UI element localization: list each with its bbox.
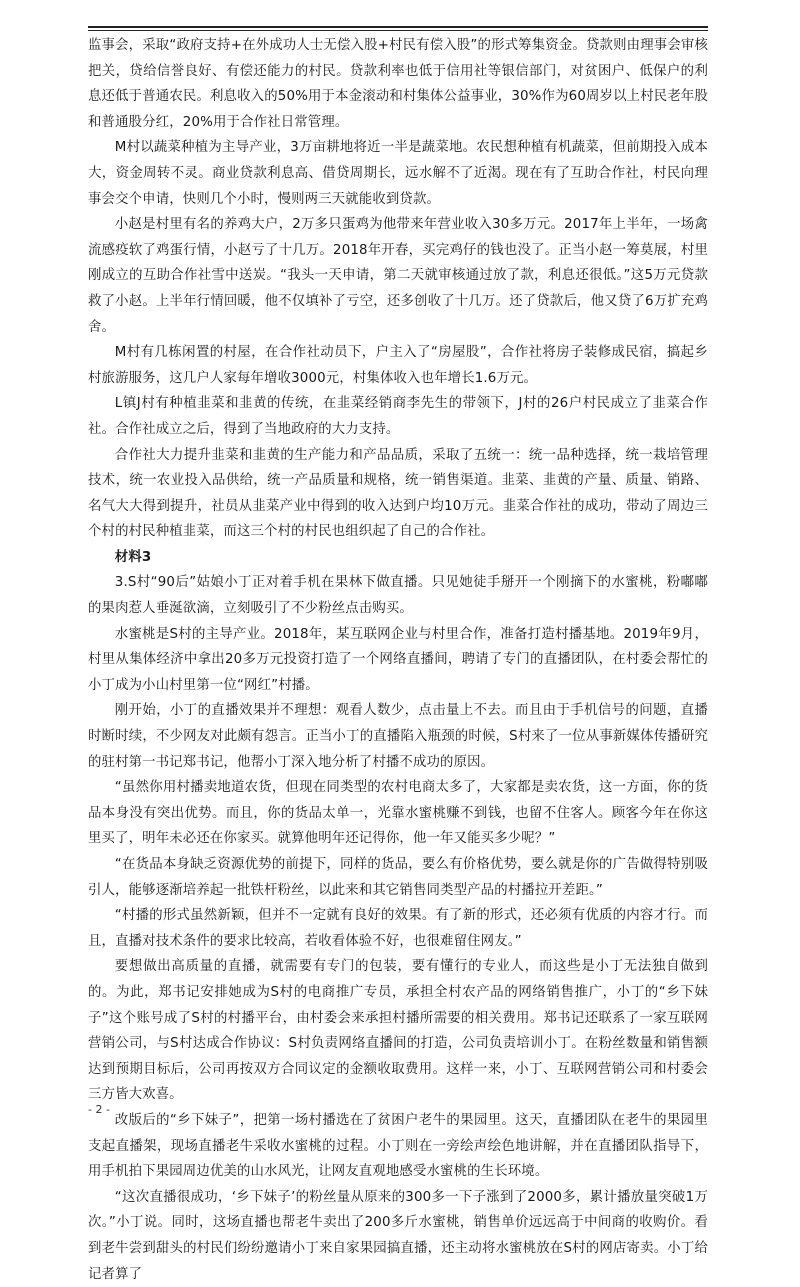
paragraph: L镇J村有种植韭菜和韭黄的传统，在韭菜经销商李先生的带领下，J村的26户村民成立了韭菜合作社。合作社成立之后，得到了当地政府的大力支持。 <box>88 396 708 437</box>
paragraph: M村以蔬菜种植为主导产业，3万亩耕地将近一半是蔬菜地。农民想种植有机蔬菜，但前期投入成本大，资金周转不灵。商业贷款利息高、借贷周期长，远水解不了近渴。现在有了互助合作社，村民向理事会交个申请，快则几个小时，慢则两三天就能收到贷款。 <box>88 140 708 207</box>
paragraph: 改版后的“乡下妹子”，把第一场村播选在了贫困户老牛的果园里。这天，直播团队在老牛的果园里支起直播架，现场直播老牛采收水蜜桃的过程。小丁则在一旁绘声绘色地讲解，并在直播团队指导下，用手机拍下果园周边优美的山水风光，让网友直观地感受水蜜桃的生长环境。 <box>88 1112 708 1180</box>
paragraph: 小赵是村里有名的养鸡大户，2万多只蛋鸡为他带来年营业收入30多万元。2017年上半年，一场禽流感疫软了鸡蛋行情，小赵亏了十几万。2018年开春，买完鸡仔的钱也没了。正当小赵一筹莫展，村里刚成立的互助合作社雪中送炭。“我头一天申请，第二天就审核通过放了款，利息还很低。”这5万元贷款救了小赵。上半年行情回暖，他不仅填补了亏空，还多创收了十几万。还了贷款后，他又贷了6万扩充鸡舍。 <box>88 217 708 335</box>
paragraph: 合作社大力提升韭菜和韭黄的生产能力和产品品质，采取了五统一：统一品种选择，统一栽培管理技术，统一农业投入品供给，统一产品质量和规格，统一销售渠道。韭菜、韭黄的产量、质量、销路、名气大大得到提升，社员从韭菜产业中得到的收入达到户均10万元。韭菜合作社的成功，带动了周边三个村的村民种植韭菜，而这三个村的村民也组织起了自己的合作社。 <box>88 447 708 540</box>
paragraph: 水蜜桃是S村的主导产业。2018年，某互联网企业与村里合作，准备打造村播基地。2019年9月，村里从集体经济中拿出20多万元投资打造了一个网络直播间，聘请了专门的直播团队，在村委会帮忙的小丁成为小山村里第一位“网红”村播。 <box>88 626 708 693</box>
paragraph: 监事会，采取“政府支持+在外成功人士无偿入股+村民有偿入股”的形式筹集资金。贷款则由理事会审核把关，贷给信誉良好、有偿还能力的村民。贷款利率也低于信用社等银信部门，对贫困户、低保户的利息还低于普通农民。利息收入的50%用于本金滚动和村集体公益事业，30%作为60周岁以上村民老年股和普通股分红，20%用于合作社日常管理。 <box>88 38 708 130</box>
paragraph: 刚开始，小丁的直播效果并不理想：观看人数少，点击量上不去。而且由于手机信号的问题，直播时断时续，不少网友对此颇有怨言。正当小丁的直播陷入瓶颈的时候，S村来了一位从事新媒体传播研究的驻村第一书记郑书记，他帮小丁深入地分析了村播不成功的原因。 <box>88 703 708 770</box>
page-number: - 2 - <box>88 1103 110 1116</box>
section-heading: 材料3 <box>114 549 152 565</box>
document-body <box>88 33 708 1287</box>
paragraph: M村有几栋闲置的村屋，在合作社动员下，户主入了“房屋股”，合作社将房子装修成民宿，搞起乡村旅游服务，这几户人家每年增收3000元，村集体收入也年增长1.6万元。 <box>88 345 708 386</box>
paragraph: “这次直播很成功，‘乡下妹子’的粉丝量从原来的300多一下子涨到了2000多，累计播放量突破1万次。”小丁说。同时，这场直播也帮老牛卖出了200多斤水蜜桃，销售单价远远高于中间商的收购价。看到老牛尝到甜头的村民们纷纷邀请小丁来自家果园搞直播，还主动将水蜜桃放在S村的网店寄卖。小丁给记者算了 <box>88 1189 708 1282</box>
paragraph: “在货品本身缺乏资源优势的前提下，同样的货品，要么有价格优势，要么就是你的广告做得特别吸引人，能够逐渐培养起一批铁杆粉丝，以此来和其它销售同类型产品的村播拉开差距。” <box>88 857 708 898</box>
header-rule <box>88 26 708 28</box>
paragraph: “村播的形式虽然新颖，但并不一定就有良好的效果。有了新的形式，还必须有优质的内容才行。而且，直播对技术条件的要求比较高，若收看体验不好，也很难留住网友。” <box>88 908 708 949</box>
paragraph: “虽然你用村播卖地道农货，但现在同类型的农村电商太多了，大家都是卖农货，这一方面，你的货品本身没有突出优势。而且，你的货品太单一，光靠水蜜桃赚不到钱，也留不住客人。顾客今年在你这里买了，明年未必还在你家买。就算他明年还记得你，他一年又能买多少呢？” <box>88 780 708 847</box>
paragraph: 3.S村“90后”姑娘小丁正对着手机在果林下做直播。只见她徒手掰开一个刚摘下的水蜜桃，粉嘟嘟的果肉惹人垂涎欲滴，立刻吸引了不少粉丝点击购买。 <box>88 575 708 617</box>
paragraph: 要想做出高质量的直播，就需要有专门的包装，要有懂行的专业人，而这些是小丁无法独自做到的。为此，郑书记安排她成为S村的电商推广专员，承担全村农产品的网络销售推广，小丁的“乡下妹子”这个账号成了S村的村播平台，由村委会来承担村播所需要的相关费用。郑书记还联系了一家互联网营销公司，与S村达成合作协议：S村负责网络直播间的打造，公司负责培训小丁。在粉丝数量和销售额达到预期目标后，公司再按双方合同议定的金额收取费用。这样一来，小丁、互联网营销公司和村委会三方皆大欢喜。 <box>88 959 708 1103</box>
